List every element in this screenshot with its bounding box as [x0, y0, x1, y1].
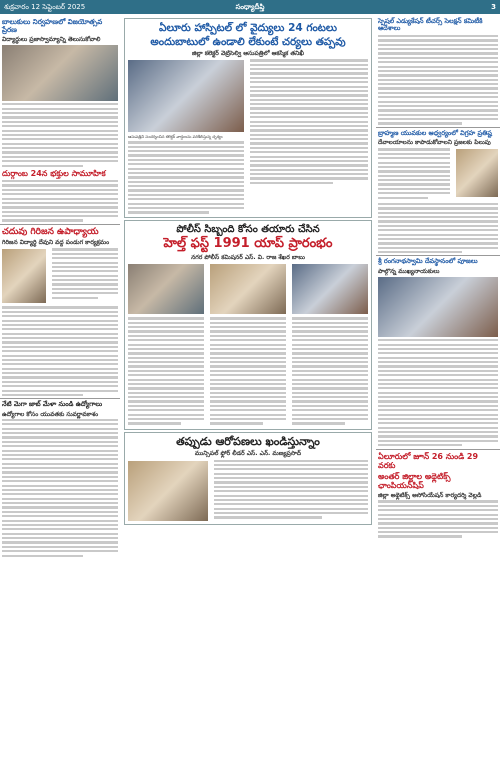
article-headline: బ్రాహ్మణ యువకుల ఆధ్వర్యంలో విగ్రహ ప్రతిష్ట	[378, 128, 492, 137]
left-column	[0, 16, 120, 782]
article-body	[378, 339, 498, 446]
article-headline: దుర్గాంబ 24న భక్తుల సామూహిక	[2, 168, 106, 178]
article-subheadline: విద్యార్థులు ప్రజాస్వామ్యాన్ని తెలుసుకోవాలి	[2, 36, 101, 44]
article-body	[52, 248, 118, 304]
article-headline: నేటి మెగా జాబ్ మేళా నుండి ఉద్యోగాలు	[2, 400, 103, 409]
article-kicker: పోలీస్ సిబ్బంది కోసం తయారు చేసిన	[176, 223, 320, 235]
article-subheadline: పాల్గొన్న ముఖ్యనాయకులు	[378, 267, 440, 275]
article-headline: ఏలూరులో జూన్ 26 నుండి 29 వరకు	[378, 451, 479, 470]
article-headline: శ్రీ రంగనాథస్వామి దేవస్థానంలో పూజలు	[378, 257, 478, 266]
article-body	[378, 148, 450, 201]
article-photo	[2, 249, 46, 303]
article-body	[128, 317, 204, 426]
paper-title: సంధ్యాదీప్తి	[235, 3, 265, 11]
article-subheadline: ఉద్యోగాల కోసం యువతకు సువర్ణావకాశం	[2, 410, 99, 418]
article-body	[378, 500, 498, 537]
article-subheadline: జిల్లా అథ్లెటిక్స్ అసోసియేషన్ కార్యదర్శి వెల్లడి	[378, 492, 482, 500]
article-body	[378, 203, 498, 253]
main-story	[124, 220, 372, 430]
bottom-story	[124, 432, 372, 525]
article-subheadline: దేవాలయాలను కాపాడుకోవాలని ప్రజలకు పిలుపు	[378, 139, 491, 147]
article-headline: చదువు గిరిజన ఉపాధ్యాయ	[2, 226, 99, 237]
right-column	[376, 16, 500, 782]
article-photo	[128, 264, 204, 314]
article-headline: హెల్త్ ఫస్ట్ 1991 యాప్ ప్రారంభం	[163, 236, 333, 252]
article-headline: తప్పుడు ఆరోపణలు ఖండిస్తున్నాం	[176, 434, 320, 448]
article-body	[128, 141, 244, 213]
article-headline: బాలుకులు నిర్వహణలో విజయోత్సవ ప్రేరణ	[2, 18, 103, 35]
article-photo	[292, 264, 368, 314]
article-photo	[378, 277, 498, 337]
article-body	[2, 419, 118, 557]
article-body	[292, 317, 368, 426]
article-headline-continued: అంతర్ జిల్లాల అథ్లెటిక్స్ ఛాంపియన్‌షిప్	[378, 471, 451, 491]
center-column	[122, 16, 374, 782]
article-photo	[128, 60, 244, 132]
masthead	[0, 0, 500, 14]
article-body	[2, 180, 118, 222]
article-subheadline: జిల్లా కలెక్టర్ వెట్రిసెల్వి ఆసుపత్రిలో ఆకస్మిక తనిఖీ	[192, 50, 304, 58]
article-body	[214, 460, 368, 522]
article-headline: స్పెషల్ ఎడ్యుకేషన్ టీచర్స్ సెలక్షన్ కమిటీకి ఆదేశాలు	[378, 17, 483, 33]
article-body	[378, 35, 498, 125]
article-body	[2, 103, 118, 166]
article-photo	[456, 149, 498, 197]
photo-caption: ఆసుపత్రిని సందర్శించిన కలెక్టర్ వార్డులను పరిశీలిస్తున్న దృశ్యం	[128, 134, 223, 140]
article-subheadline: నగర పోలీస్ కమిషనర్ ఎస్. వి. రాజ శేఖర బాబు	[191, 254, 305, 262]
article-headline: ఏలూరు హాస్పిటల్ లో వైద్యులు 24 గంటలు	[159, 22, 337, 34]
article-photo	[2, 45, 118, 101]
article-body	[210, 317, 286, 426]
article-subheadline: మున్సిపల్ ఫ్లోర్ లీడర్ ఎస్. ఎన్. మణ్యప్రసాద్	[194, 450, 302, 458]
article-body	[2, 306, 118, 396]
article-photo	[210, 264, 286, 314]
article-headline-continued: అందుబాటులో ఉండాలి లేకుంటే చర్యలు తప్పవు	[150, 36, 346, 49]
lead-story	[124, 18, 372, 218]
page-number: 3	[491, 3, 496, 11]
article-subheadline: గిరిజన విద్యార్థి దేవుని వద్ద పండుగ కార్యక్రమం	[2, 239, 110, 247]
article-photo	[128, 461, 208, 521]
issue-date: శుక్రవారం 12 సెప్టెంబర్ 2025	[4, 3, 86, 11]
article-body	[250, 59, 368, 214]
